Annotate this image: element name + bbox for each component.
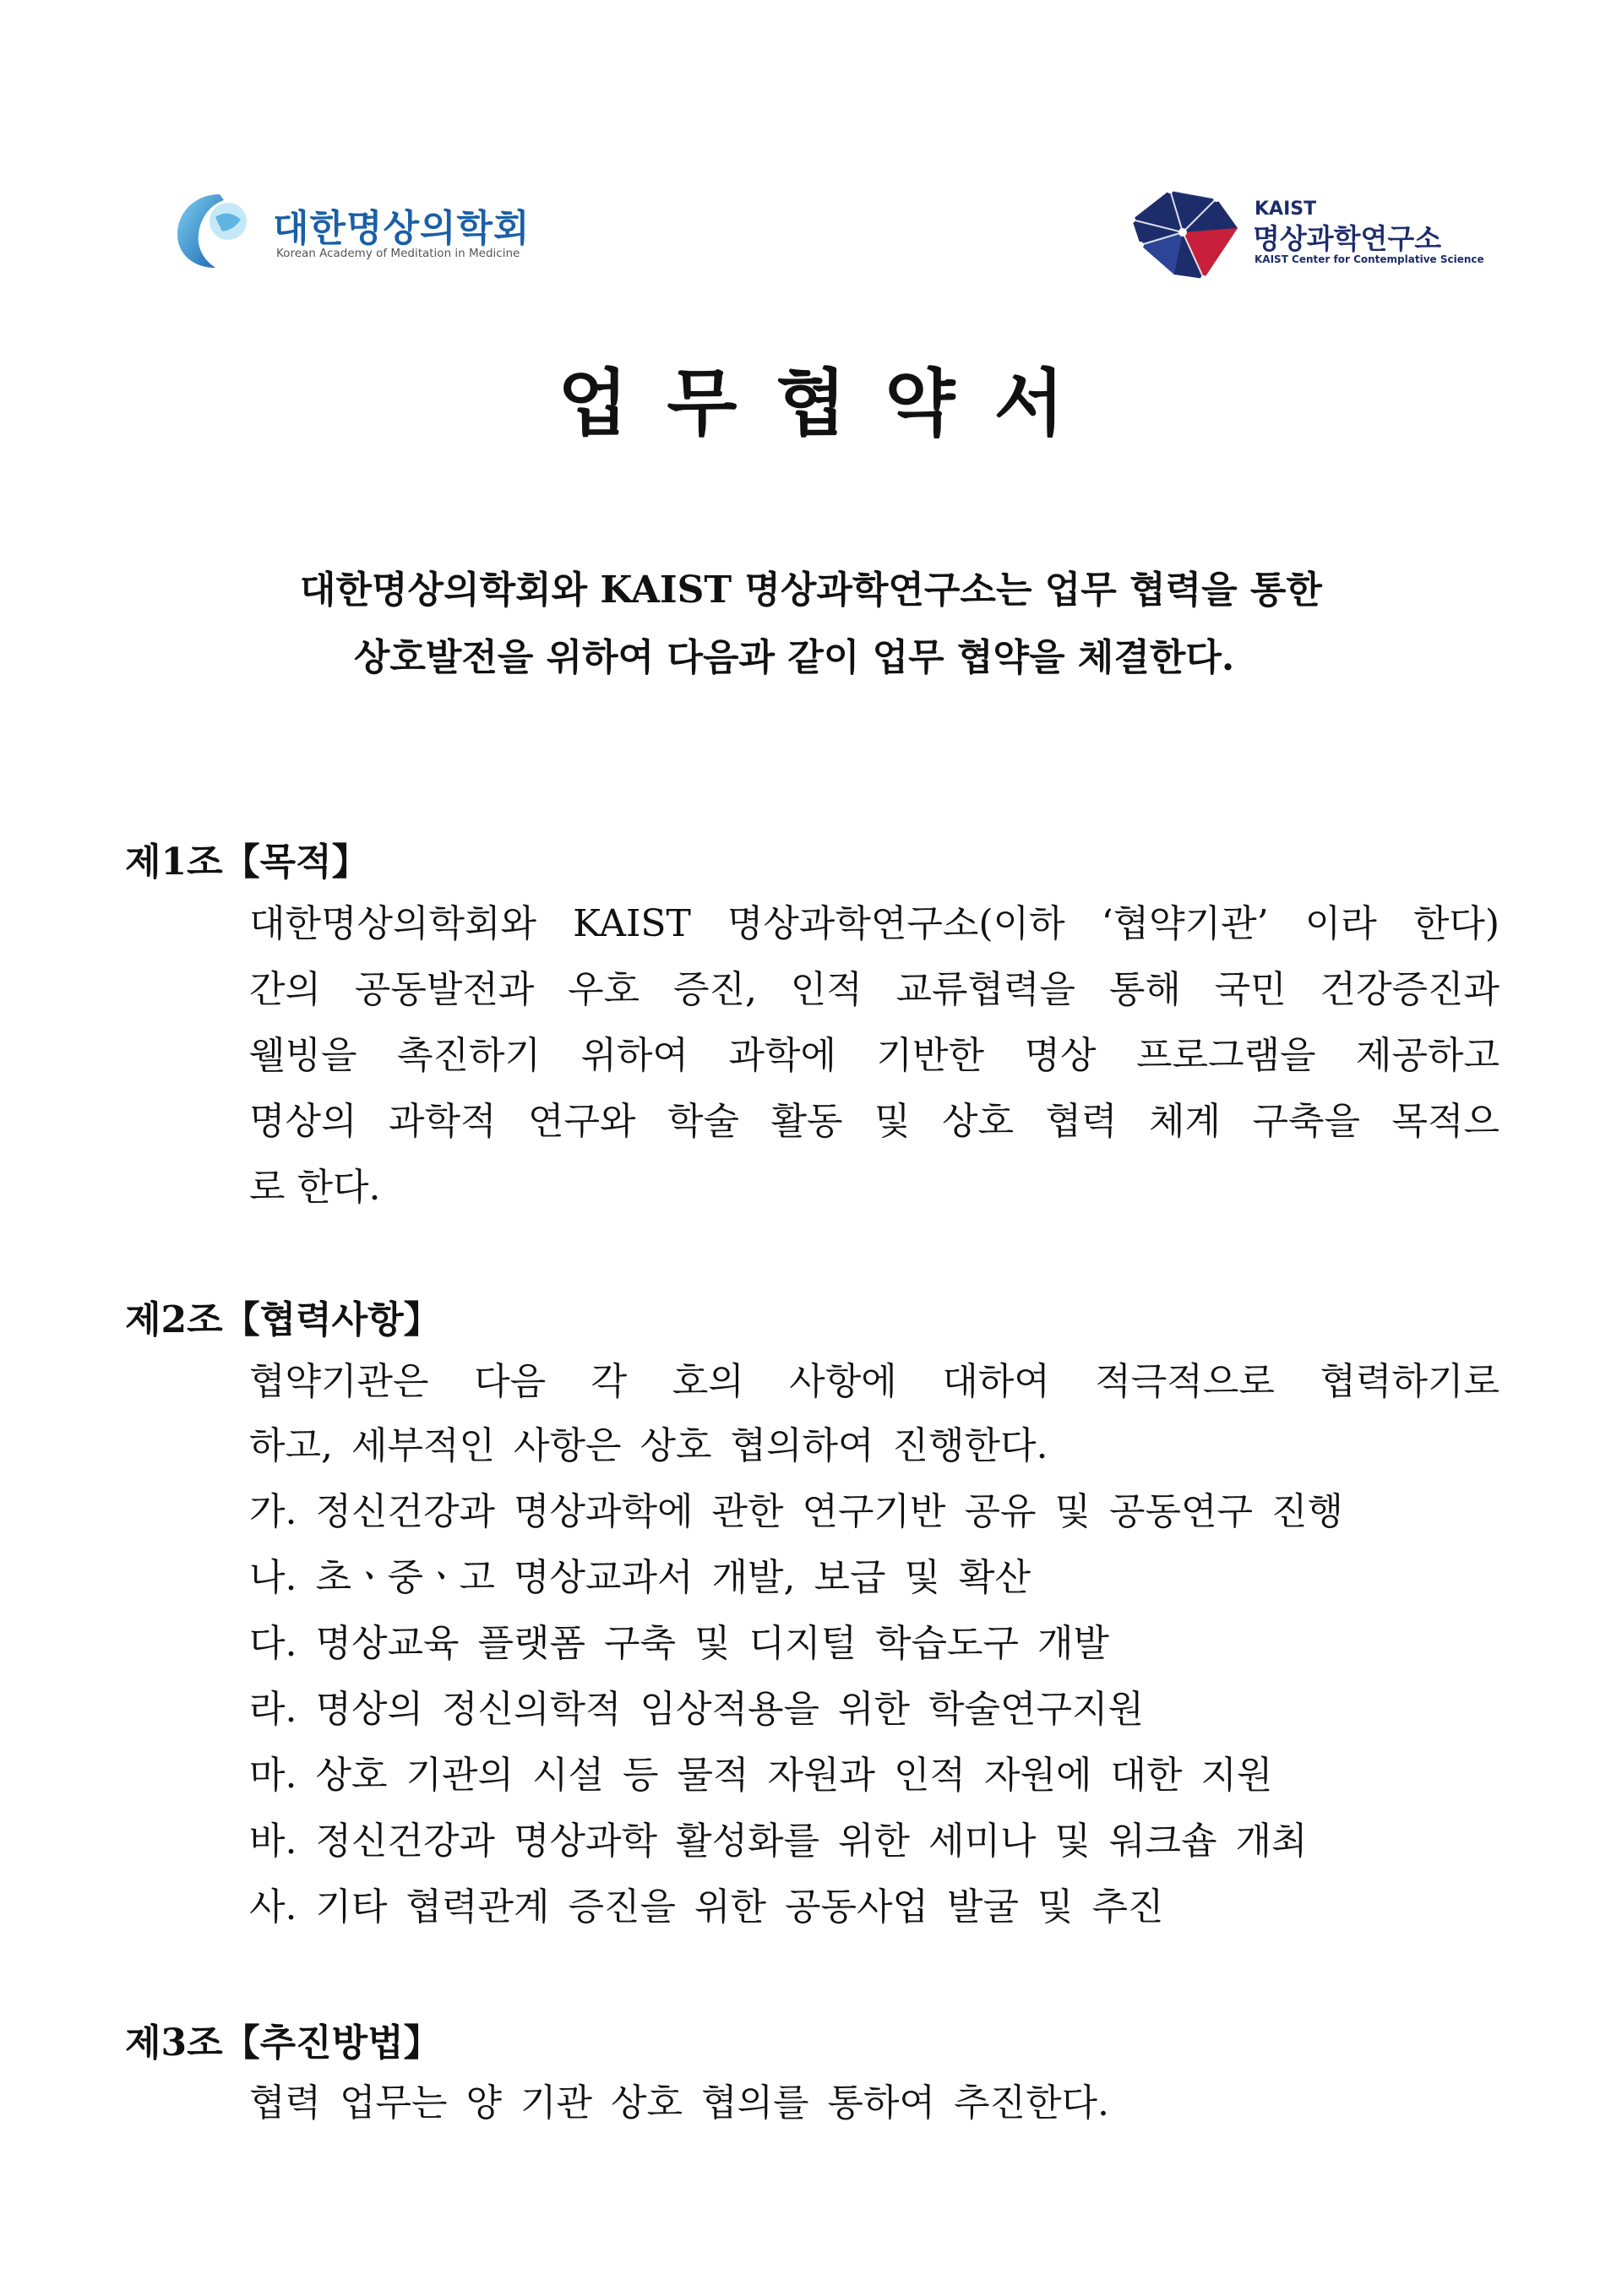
article-2-item: 다. 명상교육 플랫폼 구축 및 디지털 학습도구 개발 [249,1622,1109,1665]
article-3-line: 협력 업무는 양 기관 상호 협의를 통하여 추진한다. [249,2081,1109,2125]
article-2-item: 라. 명상의 정신의학적 임상적용을 위한 학술연구지원 [249,1688,1145,1731]
intro-line-2: 상호발전을 위하여 다음과 같이 업무 협약을 체결한다. [353,636,1235,679]
kaist-logo-text: KAIST [1255,199,1317,220]
article-2-item: 사. 기타 협력관계 증진을 위한 공동사업 발굴 및 추진 [249,1885,1164,1929]
article-1-heading: 제1조【목적】 [125,841,369,884]
article-2-heading: 제2조【협력사항】 [125,1298,441,1341]
article-1-line: 대한명상의학회와 KAIST 명상과학연구소(이하 ‘협약기관’ 이라 한다) [249,902,1500,945]
article-2-item: 마. 상호 기관의 시설 등 물적 자원과 인적 자원에 대한 지원 [249,1754,1273,1797]
article-1-line: 명상의 과학적 연구와 학술 활동 및 상호 협력 체계 구축을 목적으 [249,1100,1500,1143]
article-2-item: 나. 초ㆍ중ㆍ고 명상교과서 개발, 보급 및 확산 [249,1556,1031,1599]
kaist-ccs-logo-name: 명상과학연구소 [1253,222,1442,255]
kaist-ccs-logo [1124,182,1484,283]
kaist-network-emblem-icon [1124,182,1250,283]
kamm-logo [173,188,545,272]
kamm-emblem-icon [173,188,266,272]
kamm-logo-name: 대한명상의학회 [273,207,531,250]
article-1-line: 간의 공동발전과 우호 증진, 인적 교류협력을 통해 국민 건강증진과 [249,968,1500,1011]
article-3-heading: 제3조【추진방법】 [125,2021,441,2065]
article-2-item: 바. 정신건강과 명상과학 활성화를 위한 세미나 및 워크숍 개최 [249,1820,1308,1863]
article-1-line: 웰빙을 촉진하기 위하여 과학에 기반한 명상 프로그램을 제공하고 [249,1034,1500,1077]
article-2-line: 하고, 세부적인 사항은 상호 협의하여 진행한다. [249,1424,1048,1467]
article-2-item: 가. 정신건강과 명상과학에 관한 연구기반 공유 및 공동연구 진행 [249,1490,1343,1533]
article-2-line: 협약기관은 다음 각 호의 사항에 대하여 적극적으로 협력하기로 [249,1360,1500,1403]
kaist-ccs-logo-subtitle: KAIST Center for Contemplative Science [1255,253,1484,265]
kamm-logo-subtitle: Korean Academy of Meditation in Medicine [276,247,520,260]
intro-line-1: 대한명상의학회와 KAIST 명상과학연구소는 업무 협력을 통한 [300,569,1322,612]
document-title: 업무협약서 [558,361,1103,446]
article-1-line: 로 한다. [249,1166,381,1209]
